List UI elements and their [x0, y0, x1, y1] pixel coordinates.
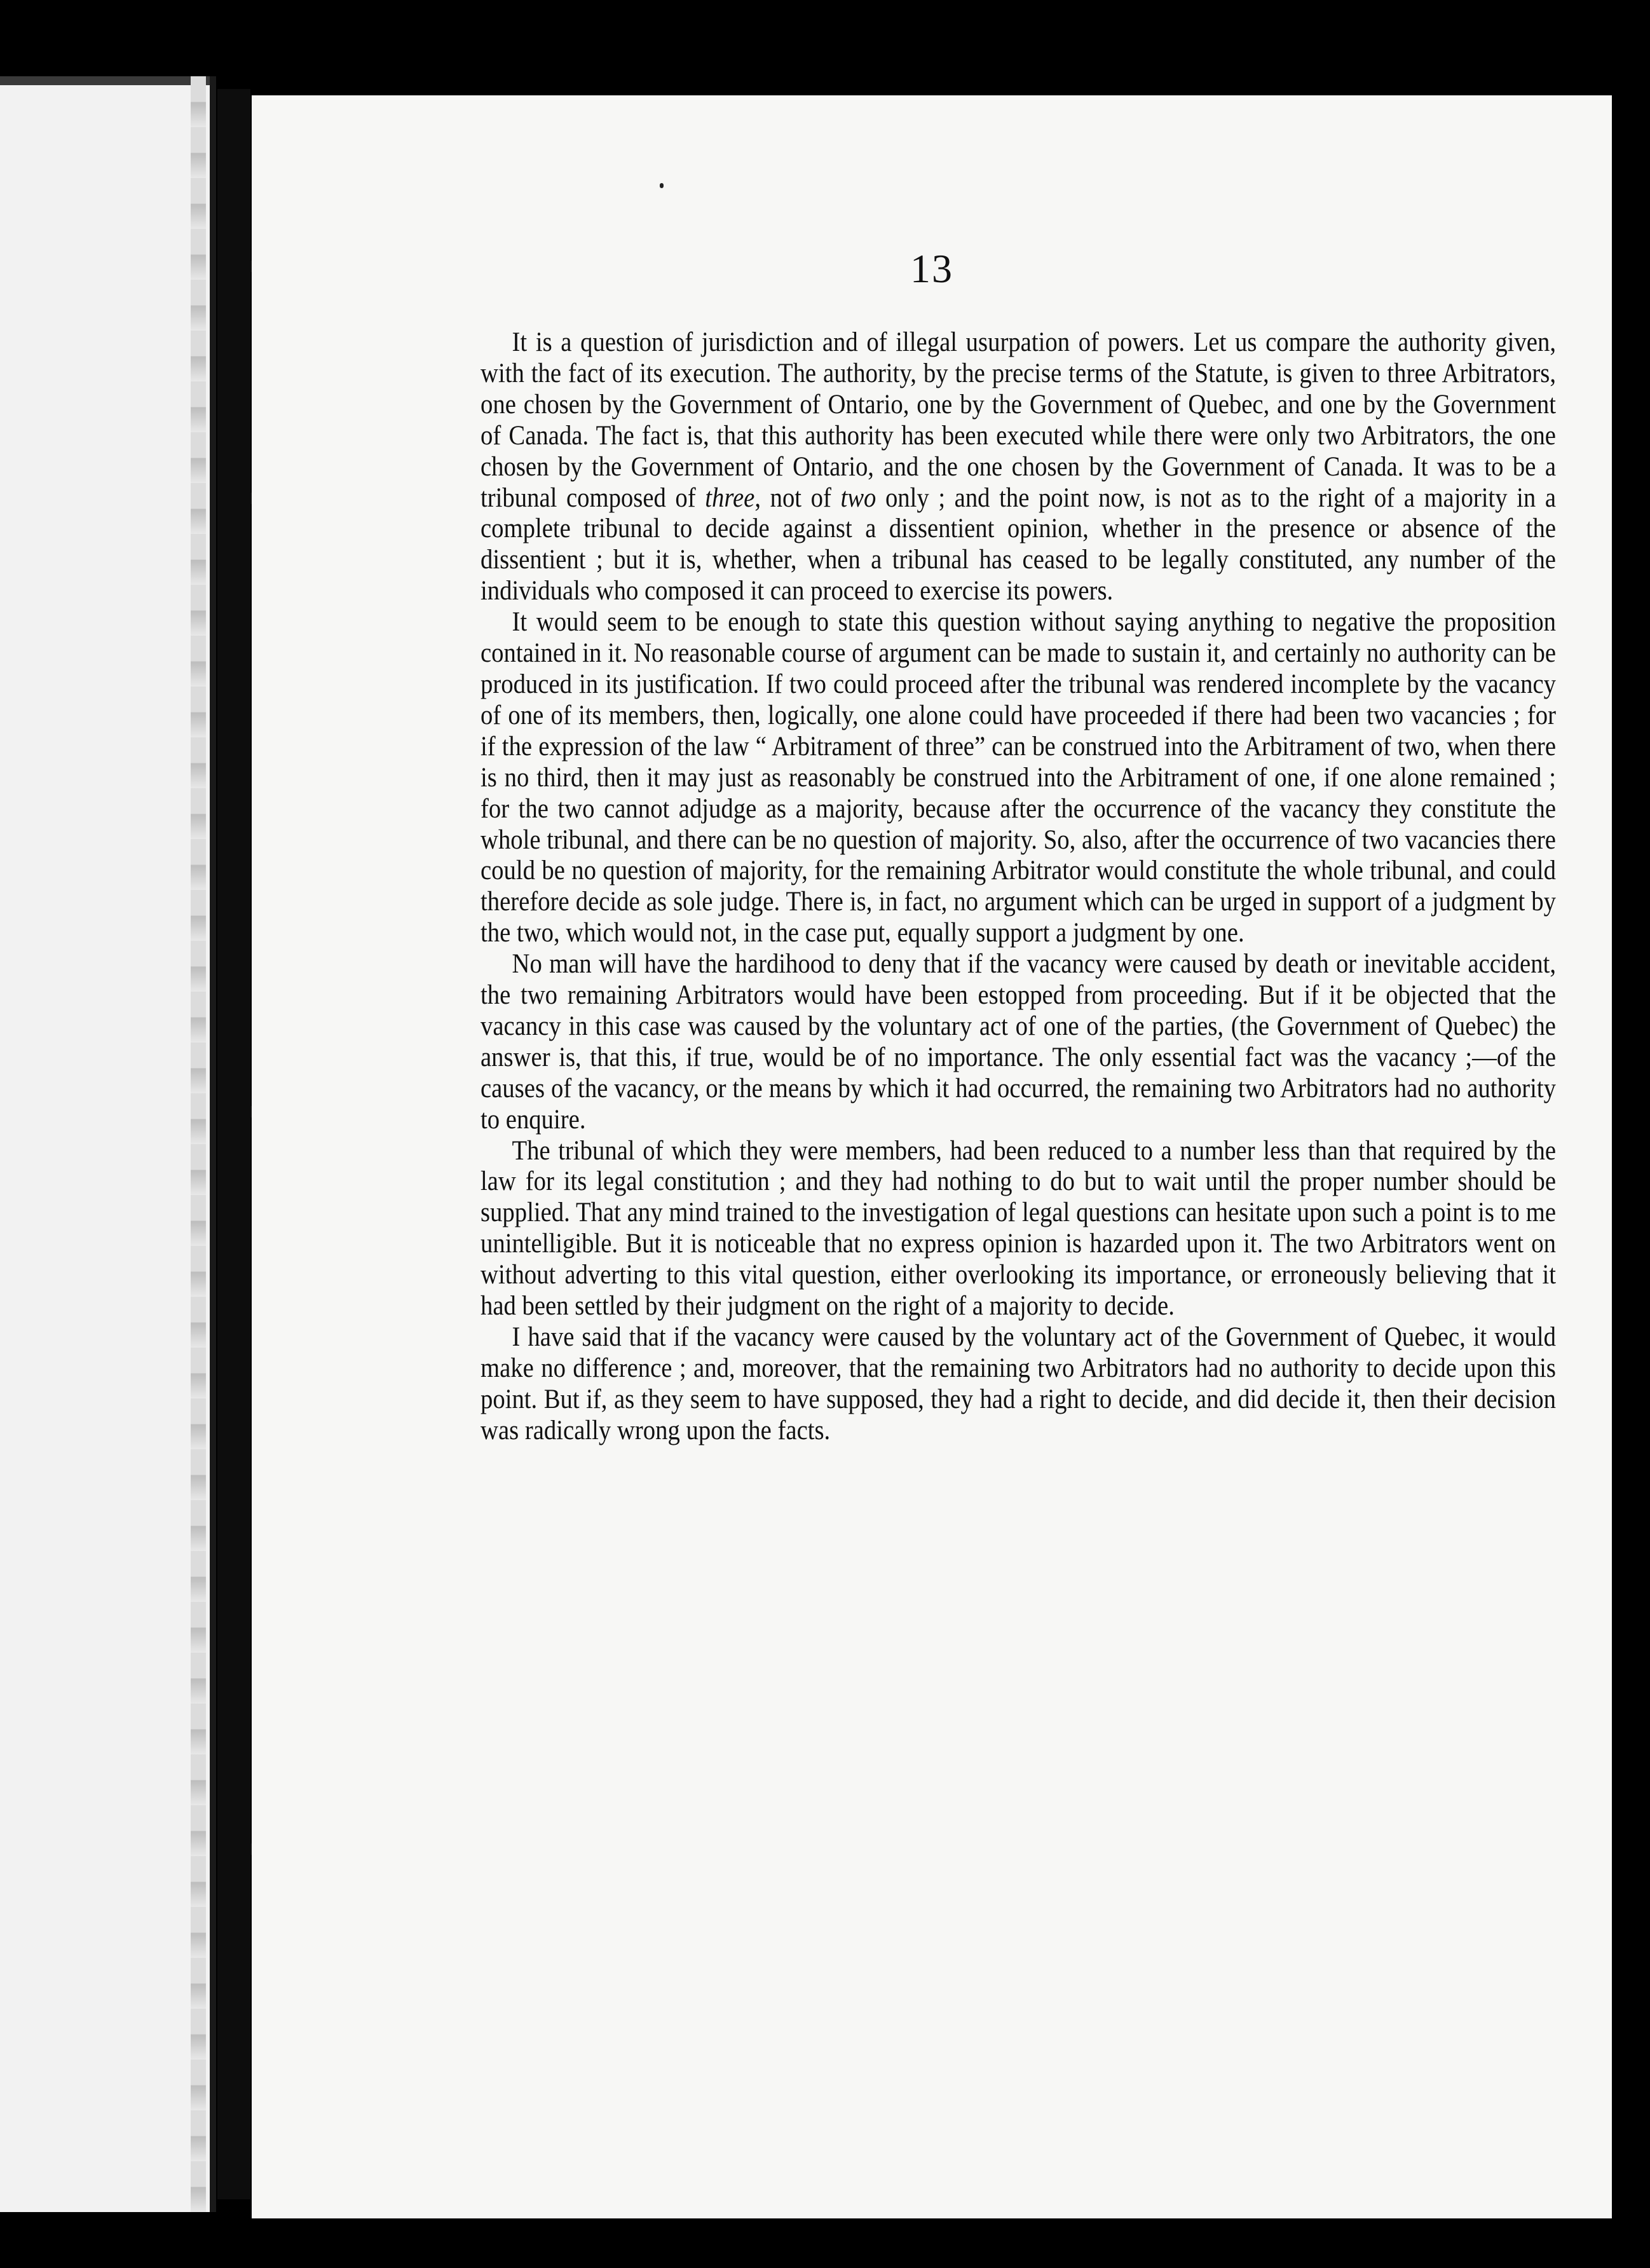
text-run: It would seem to be enough to state this question without saying anything to negative the proposition contained in it. No reasonable course of argument can be made to sustain it, and certainly no authority can be produced in its justification. If two could proceed after the tribunal was rendered incomplete by the vacancy of one of its members, then, logically, one alone could have proceeded if there had been two vacancies ; for if the expression of the law “ Arbitrament of three” can be construed into the Arbitrament of two, when there is no third, then it may just as reasonably be construed into the Arbitrament of one, if one alone remained ; for the two cannot adjudge as a majority, because after the occurrence of the vacancy they constitute the whole tribunal, and there can be no question of majority. So, also, after the occurrence of two vacancies there could be no question of majority, for the remaining Arbitrator would constitute the whole tribunal, and could therefore decide as sole judge. There is, in fact, no argument which can be urged in support of a judgment by the two, which would not, in the case put, equally support a judgment by one. — [481, 607, 1556, 948]
italic-run: two — [840, 482, 876, 513]
page-number: 13 — [910, 246, 953, 291]
italic-run: three — [705, 482, 755, 513]
body-text — [481, 327, 1556, 1447]
text-run: I have said that if the vacancy were caused by the voluntary act of the Government of Quebec, it would make no difference ; and, moreover, that the remaining two Arbitrators had no authority to decide upon this point. But if, as they seem to have supposed, they had a right to decide, and did decide it, then their decision was radically wrong upon the facts. — [481, 1322, 1556, 1445]
paragraph — [481, 1322, 1556, 1447]
paragraph — [481, 607, 1556, 949]
text-run: No man will have the hardihood to deny that if the vacancy were caused by death or inevitable accident, the two remaining Arbitrators would have been estopped from proceeding. But if it be objected that the vacancy in this case was caused by the voluntary act of one of the parties, (the Government of Quebec) the answer is, that this, if true, would be of no importance. The only essential fact was the vacancy ;—of the causes of the vacancy, or the means by which it had occurred, the remaining two Arbitrators had no authority to enquire. — [481, 949, 1556, 1135]
paragraph — [481, 1136, 1556, 1322]
text-run: The tribunal of which they were members, had been reduced to a number less than that required by the law for its legal constitution ; and they had nothing to do but to wait until the proper number should be supplied. That any mind trained to the investigation of legal questions can hesitate upon such a point is to me unintelligible. But it is noticeable that no express opinion is hazarded upon it. The two Arbitrators went on without adverting to this vital question, either overlooking its importance, or erroneously believing that it had been settled by their judgment on the right of a majority to decide. — [481, 1135, 1556, 1322]
ink-speck — [660, 183, 664, 188]
text-run: only ; and the point now, is not as to the right of a majority in a complete tribunal to decide against a dissentient opinion, whether in the presence or absence of the dissentient ; but it is, whether, when a tribunal has ceased to be legally constituted, any number of the individuals who composed it can proceed to exercise its powers. — [481, 482, 1556, 606]
page-stack-edge — [191, 76, 206, 2212]
text-run: , not of — [754, 482, 841, 513]
paragraph — [481, 949, 1556, 1135]
paragraph — [481, 327, 1556, 607]
book-page — [252, 95, 1612, 2218]
book-spine — [217, 89, 250, 2199]
text-run: It is a question of jurisdiction and of illegal usurpation of powers. Let us compare the authority given, with the fact of its execution. The authority, by the precise terms of the Statute, is given to three Arbitrators, one chosen by the Government of Ontario, one by the Government of Quebec, and one by the Government of Canada. The fact is, that this authority has been executed while there were only two Arbitrators, the one chosen by the Government of Ontario, and the one chosen by the Government of Canada. It was to be a tribunal composed of — [481, 327, 1556, 513]
previous-page-edge — [0, 76, 216, 2212]
